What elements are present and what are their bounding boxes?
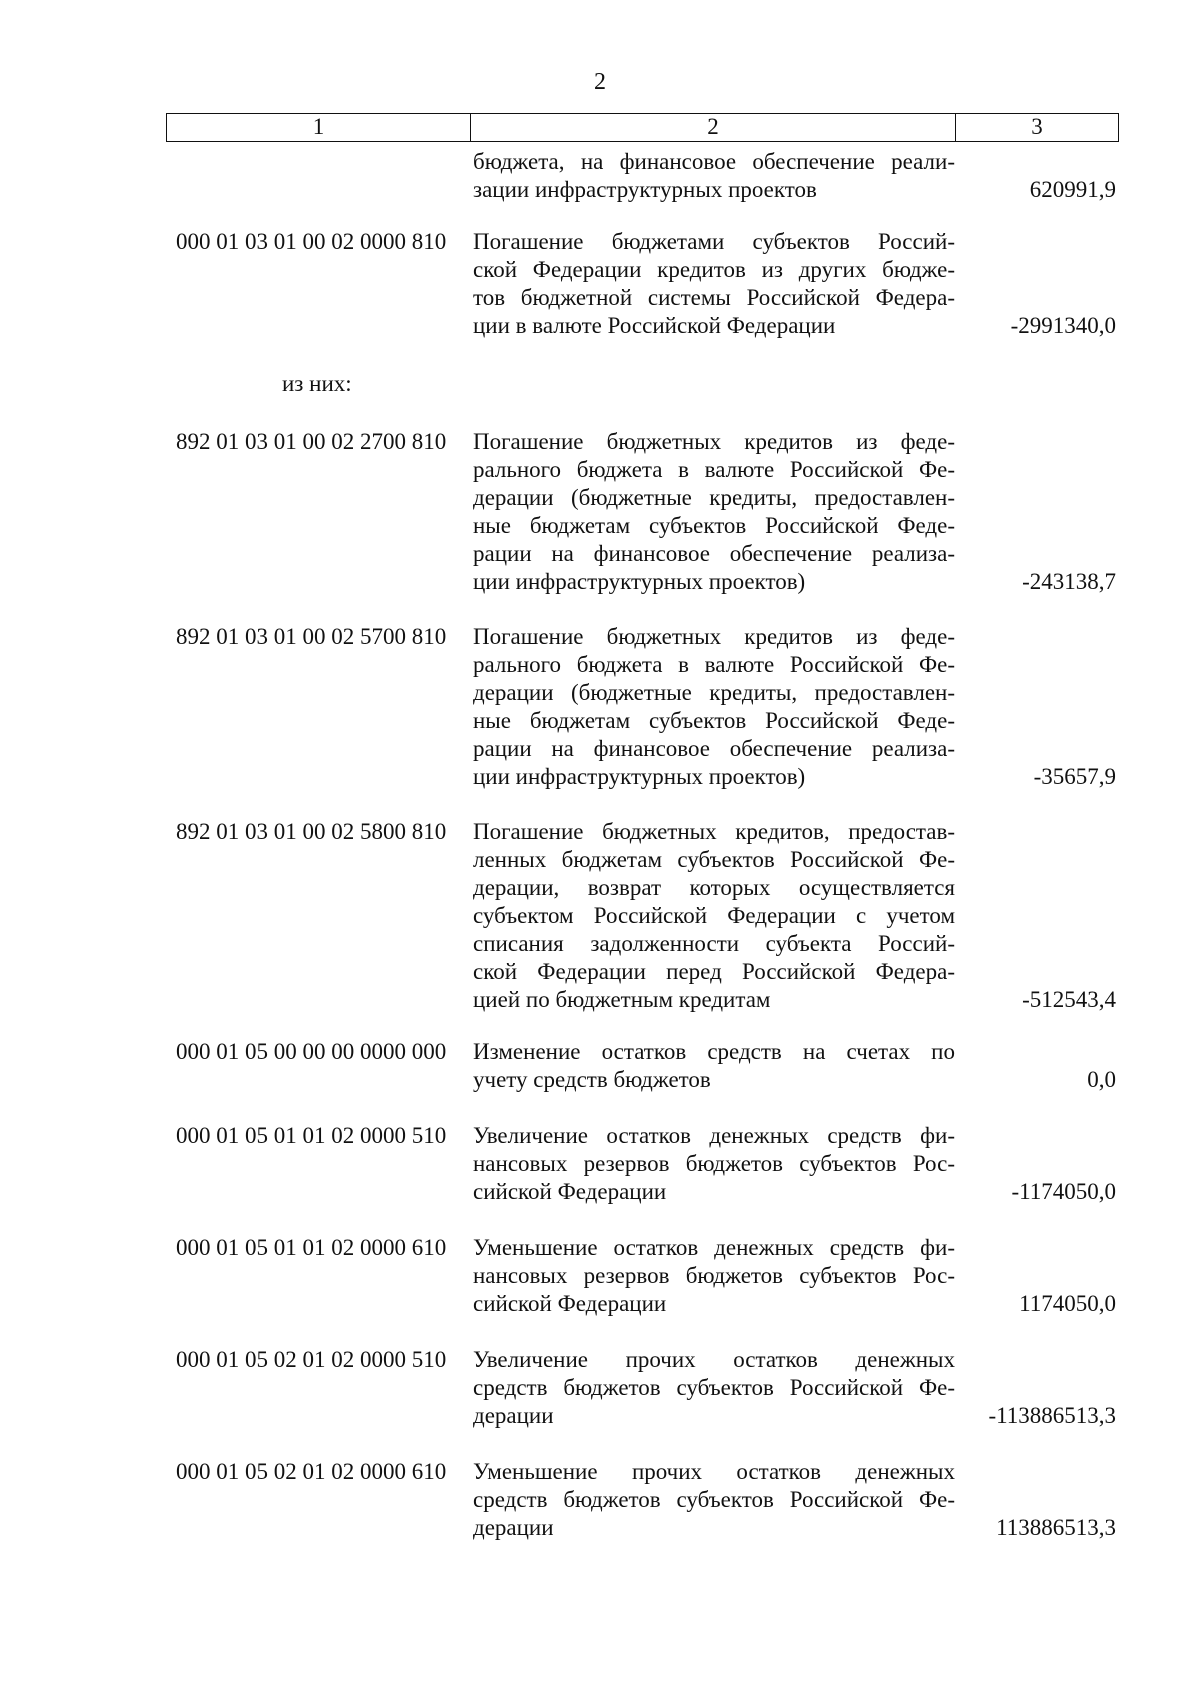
description-line: Изменение остатков средств на счетах по [473,1039,955,1064]
row-description [473,1234,955,1318]
description-line: учету средств бюджетов [473,1067,711,1092]
budget-code: 892 01 03 01 00 02 5800 810 [176,819,447,844]
description-line: цией по бюджетным кредитам [473,987,771,1012]
description-line: нансовых резервов бюджетов субъектов Рос- [473,1263,955,1288]
description-line: ленных бюджетам субъектов Российской Фе- [473,847,955,872]
row-description [473,1458,955,1542]
budget-code: 000 01 05 01 01 02 0000 510 [176,1123,447,1148]
row-description [473,1346,955,1430]
description-line: ные бюджетам субъектов Российской Феде- [473,708,955,733]
row-description [473,1038,955,1094]
description-line: дерации (бюджетные кредиты, предоставлен- [473,485,955,510]
table-header [166,113,1119,142]
description-line: Погашение бюджетных кредитов, предостав- [473,819,955,844]
table-row [166,1122,1119,1206]
description-line: ные бюджетам субъектов Российской Феде- [473,513,955,538]
row-amount: -512543,4 [1022,987,1116,1012]
row-description [473,1122,955,1206]
budget-code: 000 01 05 00 00 00 0000 000 [176,1039,447,1064]
row-amount: -2991340,0 [1010,313,1116,338]
description-line: списания задолженности субъекта Россий- [473,931,955,956]
description-line: нансовых резервов бюджетов субъектов Рос- [473,1151,955,1176]
row-amount: -35657,9 [1033,764,1116,789]
description-line: ской Федерации перед Российской Федера- [473,959,955,984]
row-amount: 113886513,3 [996,1515,1116,1540]
table-row [166,1346,1119,1430]
description-line: Погашение бюджетами субъектов Россий- [473,229,955,254]
table-row [166,1038,1119,1094]
description-line: дерации [473,1515,554,1540]
budget-code: 000 01 05 02 01 02 0000 510 [176,1347,447,1372]
description-line: сийской Федерации [473,1291,667,1316]
description-line: ской Федерации кредитов из других бюдже- [473,257,955,282]
row-amount: -1174050,0 [1011,1179,1116,1204]
table-row [166,818,1119,1014]
row-description [473,428,955,596]
header-col-3: 3 [1031,114,1043,139]
description-line: зации инфраструктурных проектов [473,177,817,202]
table-row [166,623,1119,791]
budget-code: 892 01 03 01 00 02 5700 810 [176,624,447,649]
row-description [473,228,955,340]
budget-code: 892 01 03 01 00 02 2700 810 [176,429,447,454]
description-line: Погашение бюджетных кредитов из феде- [473,429,955,454]
description-line: тов бюджетной системы Российской Федера- [473,285,955,310]
table-row [166,1234,1119,1318]
description-line: рального бюджета в валюте Российской Фе- [473,652,955,677]
table-row [166,1458,1119,1542]
table-row [166,428,1119,596]
description-line: средств бюджетов субъектов Российской Фе- [473,1375,955,1400]
page-number: 2 [594,69,606,95]
description-line: Уменьшение остатков денежных средств фи- [473,1235,955,1260]
budget-code: 000 01 03 01 00 02 0000 810 [176,229,447,254]
description-line: Увеличение остатков денежных средств фи- [473,1123,955,1148]
description-line: дерации [473,1403,554,1428]
header-col-1: 1 [167,114,471,141]
header-col-2: 2 [471,114,956,141]
row-amount: -243138,7 [1022,569,1116,594]
description-line: дерации, возврат которых осуществляется [473,875,955,900]
row-amount: -113886513,3 [988,1403,1116,1428]
description-line: средств бюджетов субъектов Российской Фе- [473,1487,955,1512]
description-line: рального бюджета в валюте Российской Фе- [473,457,955,482]
description-line: сийской Федерации [473,1179,667,1204]
row-amount: 620991,9 [1029,177,1116,202]
description-line: ции инфраструктурных проектов) [473,764,806,789]
description-line: рации на финансовое обеспечение реализа- [473,541,955,566]
row-amount: 0,0 [1087,1067,1116,1092]
row-amount: 1174050,0 [1019,1291,1116,1316]
subheading: из них: [282,371,352,396]
description-line: Увеличение прочих остатков денежных [473,1347,955,1372]
row-description [473,818,955,1014]
description-line: субъектом Российской Федерации с учетом [473,903,955,928]
table-row [166,148,1119,204]
description-line: рации на финансовое обеспечение реализа- [473,736,955,761]
description-line: ции в валюте Российской Федерации [473,313,836,338]
description-line: Уменьшение прочих остатков денежных [473,1459,955,1484]
row-description [473,148,955,204]
description-line: Погашение бюджетных кредитов из феде- [473,624,955,649]
description-line: дерации (бюджетные кредиты, предоставлен- [473,680,955,705]
table-row [166,228,1119,340]
row-description [473,623,955,791]
description-line: ции инфраструктурных проектов) [473,569,806,594]
budget-code: 000 01 05 02 01 02 0000 610 [176,1459,447,1484]
description-line: бюджета, на финансовое обеспечение реали- [473,149,955,174]
budget-code: 000 01 05 01 01 02 0000 610 [176,1235,447,1260]
